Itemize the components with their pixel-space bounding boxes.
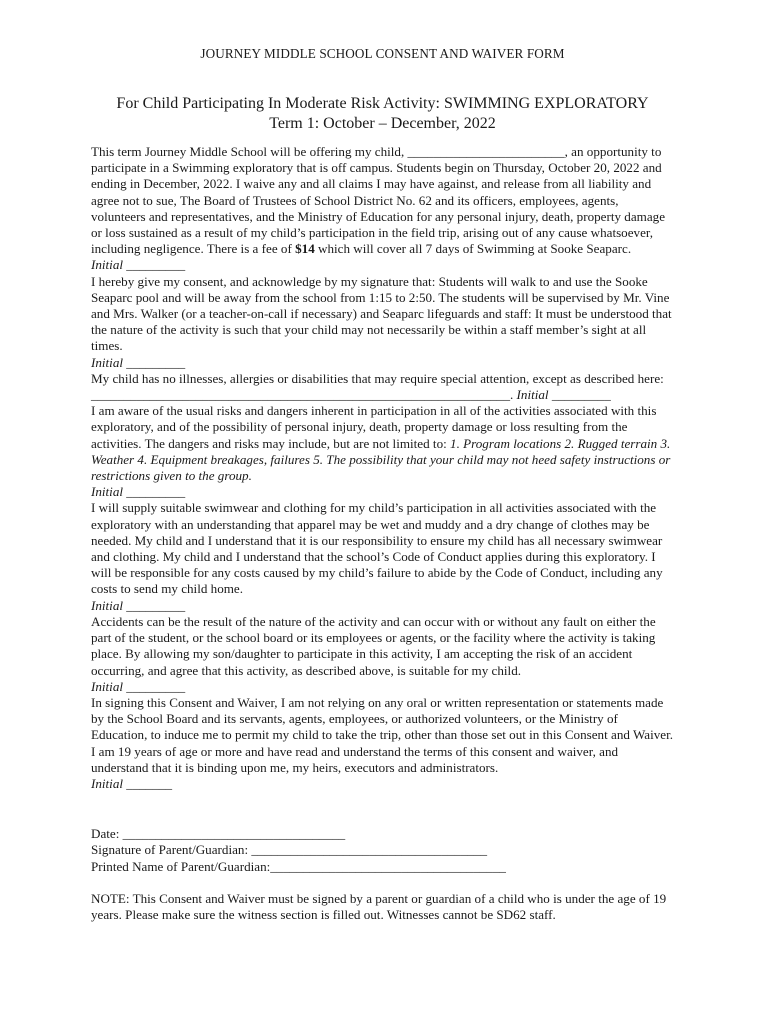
term-dates-line: Term 1: October – December, 2022 bbox=[269, 115, 496, 132]
paragraph-accidents: Accidents can be the result of the nature of the activity and can occur with or without any fault on either the part of the student, or the school board or its employees or agents, or the facility where the activity is taking place. By allowing my son/daughter to participate in this activity, I am accepting the risk of an accident occurring, and agree that this activity, as described above, is suitable for my child. bbox=[91, 613, 656, 678]
paragraph-clothing: I will supply suitable swimwear and clothing for my child’s participation in all activities associated with the exploratory with an understanding that apparel may be wet and muddy and a dry change of clothes may be needed. My child and I understand that it is our responsibility to ensure my child has all necessary swimwear and clothing. My child and I understand that the school’s Code of Conduct applies during this exploratory. I will be responsible for any costs caused by my child’s failure to abide by the Code of Conduct, including any costs to send my child home. bbox=[91, 500, 663, 597]
form-header: JOURNEY MIDDLE SCHOOL CONSENT AND WAIVER FORM bbox=[200, 46, 565, 61]
waiver-body bbox=[91, 144, 674, 792]
signature-field[interactable]: Signature of Parent/Guardian: ____________________________________ bbox=[91, 842, 488, 858]
initial-line: Initial _________ bbox=[91, 354, 186, 370]
activity-title bbox=[91, 94, 674, 134]
initial-inline: Initial _________ bbox=[516, 387, 611, 403]
paragraph-offer bbox=[91, 144, 674, 257]
paragraph-health-text: My child has no illnesses, allergies or disabilities that may require special attention, except as described here: ________________________________________________________________. bbox=[91, 370, 664, 403]
date-field[interactable]: Date: __________________________________ bbox=[91, 826, 346, 842]
initial-line: Initial _________ bbox=[91, 484, 186, 500]
paragraph-offer-text: This term Journey Middle School will be offering my child, ________________________, an opportunity to participate in a Swimming exploratory that is off campus. Students begin on Thursday, October 20, 2022 and ending in December, 2022. I waive any and all claims I may have against, and release from all liability and agree not to sue, The Board of Trustees of School District No. 62 and its officers, employees, agents, volunteers and representatives, and the Ministry of Education for any personal injury, death, property damage or loss sustained as a result of my child’s participation in the field trip, arising out of any cause whatsoever, including negligence. There is a fee of bbox=[91, 144, 666, 257]
activity-title-line: For Child Participating In Moderate Risk Activity: SWIMMING EXPLORATORY bbox=[116, 95, 649, 112]
paragraph-risks bbox=[91, 403, 674, 484]
paragraph-risks-text: I am aware of the usual risks and dangers inherent in participation in all of the activities associated with this exploratory, and of the possibility of personal injury, death, property damage or loss resulting from the activities. The dangers and risks may include, but are not limited to: bbox=[91, 403, 657, 451]
printed-name-field[interactable]: Printed Name of Parent/Guardian:____________________________________ bbox=[91, 858, 506, 874]
initial-line: Initial _______ bbox=[91, 775, 173, 791]
initial-line: Initial _________ bbox=[91, 678, 186, 694]
paragraph-health bbox=[91, 371, 674, 403]
initial-line: Initial _________ bbox=[91, 597, 186, 613]
paragraph-offer-end: which will cover all 7 days of Swimming at Sooke Seaparc. bbox=[314, 241, 632, 257]
note-text: NOTE: This Consent and Waiver must be signed by a parent or guardian of a child who is under the age of 19 years. Please make sure the witness section is filled out. Witnesses cannot be SD62 staff. bbox=[91, 890, 667, 922]
paragraph-representation: In signing this Consent and Waiver, I am not relying on any oral or written representation or statements made by the School Board and its servants, agents, employees, or authorized volunteers, or the Ministry of Education, to induce me to permit my child to take the trip, other than those set out in this Consent and Waiver. I am 19 years of age or more and have read and understand the terms of this consent and waiver, and understand that it is binding upon me, my heirs, executors and administrators. bbox=[91, 694, 673, 775]
initial-line: Initial _________ bbox=[91, 257, 186, 273]
paragraph-consent: I hereby give my consent, and acknowledge by my signature that: Students will walk to and use the Sooke Seaparc pool and will be away from the school from 1:15 to 2:50. The students will be supervised by Mr. Vine and Mrs. Walker (or a teacher-on-call if necessary) and Seaparc lifeguards and staff: It must be understood that the nature of the activity is such that your child may not necessarily be within a staff member’s sight at all times. bbox=[91, 273, 672, 354]
risk-list: 1. Program locations 2. Rugged terrain 3. Weather 4. Equipment breakages, failures 5. The possibility that your child may not heed safety instructions or restrictions given to the group. bbox=[91, 435, 671, 484]
fee-amount: $14 bbox=[295, 241, 315, 257]
signature-block bbox=[91, 826, 674, 875]
